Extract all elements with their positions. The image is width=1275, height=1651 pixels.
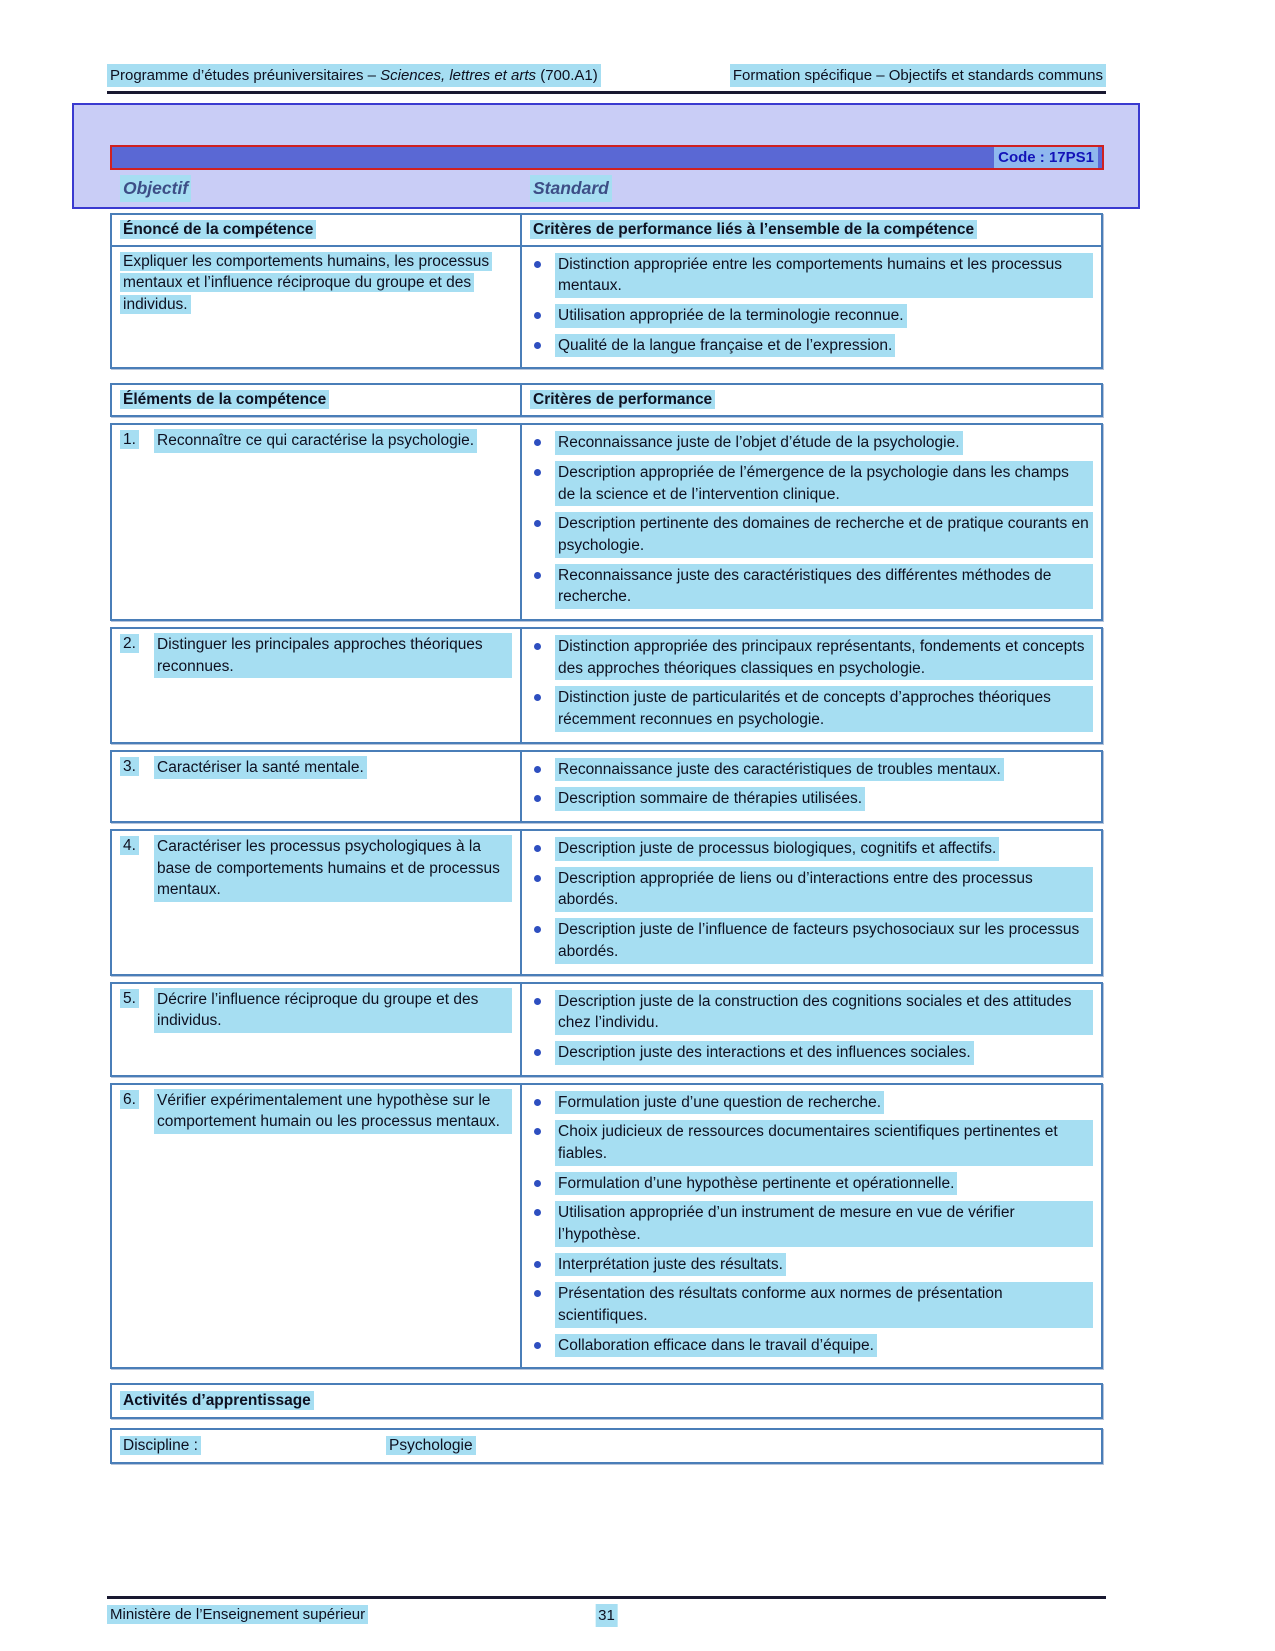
criteres-list [530,431,1093,609]
discipline-label: Discipline : [120,1436,201,1455]
critere-item [530,918,1093,963]
bullet-icon [534,572,541,579]
critere-text: Distinction appropriée des principaux représentants, fondements et concepts des approches théoriques classiques en psychologie. [555,635,1093,680]
element-number: 1. [120,430,139,449]
criteres-cell [522,1085,1101,1368]
competence-enonce-text: Expliquer les comportements humains, les processus mentaux et l’influence réciproque du groupe et des individus. [120,252,492,314]
critere-text: Description appropriée de l’émergence de la psychologie dans les champs de la science et de l’intervention clinique. [555,461,1093,506]
element-number: 6. [120,1090,139,1109]
element-text: Distinguer les principales approches théoriques reconnues. [154,633,512,678]
critere-item [530,635,1093,680]
criteres-list [530,758,1093,811]
bullet-icon [534,766,541,773]
bullet-icon [534,694,541,701]
elements-header-right [522,385,1101,415]
critere-item [530,837,1093,861]
critere-item [530,564,1093,609]
critere-text: Description appropriée de liens ou d’interactions entre des processus abordés. [555,867,1093,912]
competence-table [110,213,1103,369]
criteres-cell [522,831,1101,973]
critere-item [530,1172,1093,1196]
element-cell [112,752,522,821]
discipline-value: Psychologie [386,1436,476,1455]
element-cell [112,425,522,619]
criteres-list [530,635,1093,732]
critere-text: Description sommaire de thérapies utilisées. [555,787,865,811]
element-row [110,1083,1103,1370]
critere-text: Présentation des résultats conforme aux normes de présentation scientifiques. [555,1282,1093,1327]
critere-text: Distinction juste de particularités et de concepts d’approches théoriques récemment reconnues en psychologie. [555,686,1093,731]
elements-header-table [110,383,1103,417]
elements-header-row [112,385,1101,415]
bullet-icon [534,845,541,852]
page-header [107,64,1106,94]
bullet-icon [534,1049,541,1056]
critere-text: Description juste des interactions et des influences sociales. [555,1041,974,1065]
enonce-header-label: Énoncé de la compétence [120,220,316,239]
criteres-cell [522,984,1101,1075]
element-number: 3. [120,757,139,776]
critere-item [530,1201,1093,1246]
critere-text: Description juste de la construction des cognitions sociales et des attitudes chez l’individu. [555,990,1093,1035]
criteres-cell [522,752,1101,821]
activities-box [110,1383,1103,1419]
critere-item [530,1041,1093,1065]
critere-item [530,787,1093,811]
competence-criteres-cell [522,247,1101,368]
critere-item [530,1120,1093,1165]
critere-item [530,461,1093,506]
bullet-icon [534,795,541,802]
critere-text: Description pertinente des domaines de recherche et de pratique courants en psychologie. [555,512,1093,557]
critere-text: Formulation d’une hypothèse pertinente et opérationnelle. [555,1172,957,1196]
element-cell [112,1085,522,1368]
criteres-list [530,990,1093,1065]
critere-item [530,990,1093,1035]
critere-text: Reconnaissance juste des caractéristiques des différentes méthodes de recherche. [555,564,1093,609]
bullet-icon [534,926,541,933]
bullet-icon [534,261,541,268]
critere-item [530,304,1093,328]
competence-header-left [112,215,522,245]
header-right: Formation spécifique – Objectifs et standards communs [730,64,1106,87]
critere-item [530,1334,1093,1358]
element-row [110,750,1103,823]
critere-text: Interprétation juste des résultats. [555,1253,786,1277]
elements-header-label: Éléments de la compétence [120,390,329,409]
discipline-label-column [120,1435,386,1457]
critere-text: Reconnaissance juste de l’objet d’étude de la psychologie. [555,431,963,455]
page-content [110,213,1103,1464]
criteres-list [530,837,1093,963]
element-row [110,982,1103,1077]
critere-text: Description juste de processus biologiques, cognitifs et affectifs. [555,837,999,861]
competence-header-right [522,215,1101,245]
element-text: Vérifier expérimentalement une hypothèse sur le comportement humain ou les processus mentaux. [154,1089,512,1134]
element-text: Reconnaître ce qui caractérise la psychologie. [154,429,477,453]
bullet-icon [534,312,541,319]
criteres-header-label: Critères de performance [530,390,715,409]
critere-item [530,758,1093,782]
bullet-icon [534,342,541,349]
critere-item [530,512,1093,557]
critere-text: Utilisation appropriée d’un instrument de mesure en vue de vérifier l’hypothèse. [555,1201,1093,1246]
page-number: 31 [595,1604,618,1627]
bullet-icon [534,1128,541,1135]
competence-enonce-cell [112,247,522,368]
code-bar [110,145,1104,170]
element-number: 4. [120,836,139,855]
bullet-icon [534,520,541,527]
bullet-icon [534,1261,541,1268]
bullet-icon [534,1180,541,1187]
critere-text: Collaboration efficace dans le travail d’équipe. [555,1334,877,1358]
criteres-cell [522,629,1101,742]
discipline-box [110,1428,1103,1464]
bullet-icon [534,1209,541,1216]
bullet-icon [534,875,541,882]
elements-header-left [112,385,522,415]
competence-body-row [112,247,1101,368]
critere-item [530,1253,1093,1277]
criteres-ensemble-header-label: Critères de performance liés à l’ensemble de la compétence [530,220,977,239]
element-number: 2. [120,634,139,653]
elements-rows-container [110,423,1103,1369]
element-cell [112,629,522,742]
element-row [110,423,1103,621]
activities-title: Activités d’apprentissage [120,1391,314,1410]
header-left-prefix: Programme d’études préuniversitaires – [110,67,381,84]
element-number: 5. [120,989,139,1008]
header-left [107,64,601,87]
critere-item [530,686,1093,731]
bullet-icon [534,1342,541,1349]
critere-item [530,1282,1093,1327]
element-cell [112,984,522,1075]
bullet-icon [534,469,541,476]
element-text: Caractériser la santé mentale. [154,756,367,780]
critere-item [530,253,1093,298]
bullet-icon [534,1099,541,1106]
critere-text: Description juste de l’influence de facteurs psychosociaux sur les processus abordés. [555,918,1093,963]
critere-item [530,1091,1093,1115]
critere-item [530,334,1093,358]
bullet-icon [534,643,541,650]
standard-label: Standard [530,175,612,202]
critere-text: Choix judicieux de ressources documentaires scientifiques pertinentes et fiables. [555,1120,1093,1165]
critere-text: Distinction appropriée entre les comportements humains et les processus mentaux. [555,253,1093,298]
criteres-cell [522,425,1101,619]
bullet-icon [534,998,541,1005]
competence-criteres-list [530,253,1093,358]
bullet-icon [534,439,541,446]
critere-text: Reconnaissance juste des caractéristiques de troubles mentaux. [555,758,1004,782]
header-left-code: (700.A1) [536,67,598,84]
critere-item [530,867,1093,912]
element-row [110,627,1103,744]
objectif-label: Objectif [120,175,191,202]
critere-item [530,431,1093,455]
objective-banner [72,103,1140,209]
bullet-icon [534,1290,541,1297]
element-text: Caractériser les processus psychologiques à la base de comportements humains et de processus mentaux. [154,835,512,902]
critere-text: Formulation juste d’une question de recherche. [555,1091,884,1115]
page-footer [107,1596,1106,1625]
critere-text: Utilisation appropriée de la terminologie reconnue. [555,304,907,328]
element-text: Décrire l’influence réciproque du groupe et des individus. [154,988,512,1033]
header-left-program-title: Sciences, lettres et arts [380,67,537,84]
element-cell [112,831,522,973]
footer-ministry: Ministère de l’Enseignement supérieur [107,1605,368,1624]
critere-text: Qualité de la langue française et de l’expression. [555,334,895,358]
criteres-list [530,1091,1093,1358]
code-label: Code : 17PS1 [994,147,1098,168]
competence-header-row [112,215,1101,247]
element-row [110,829,1103,975]
